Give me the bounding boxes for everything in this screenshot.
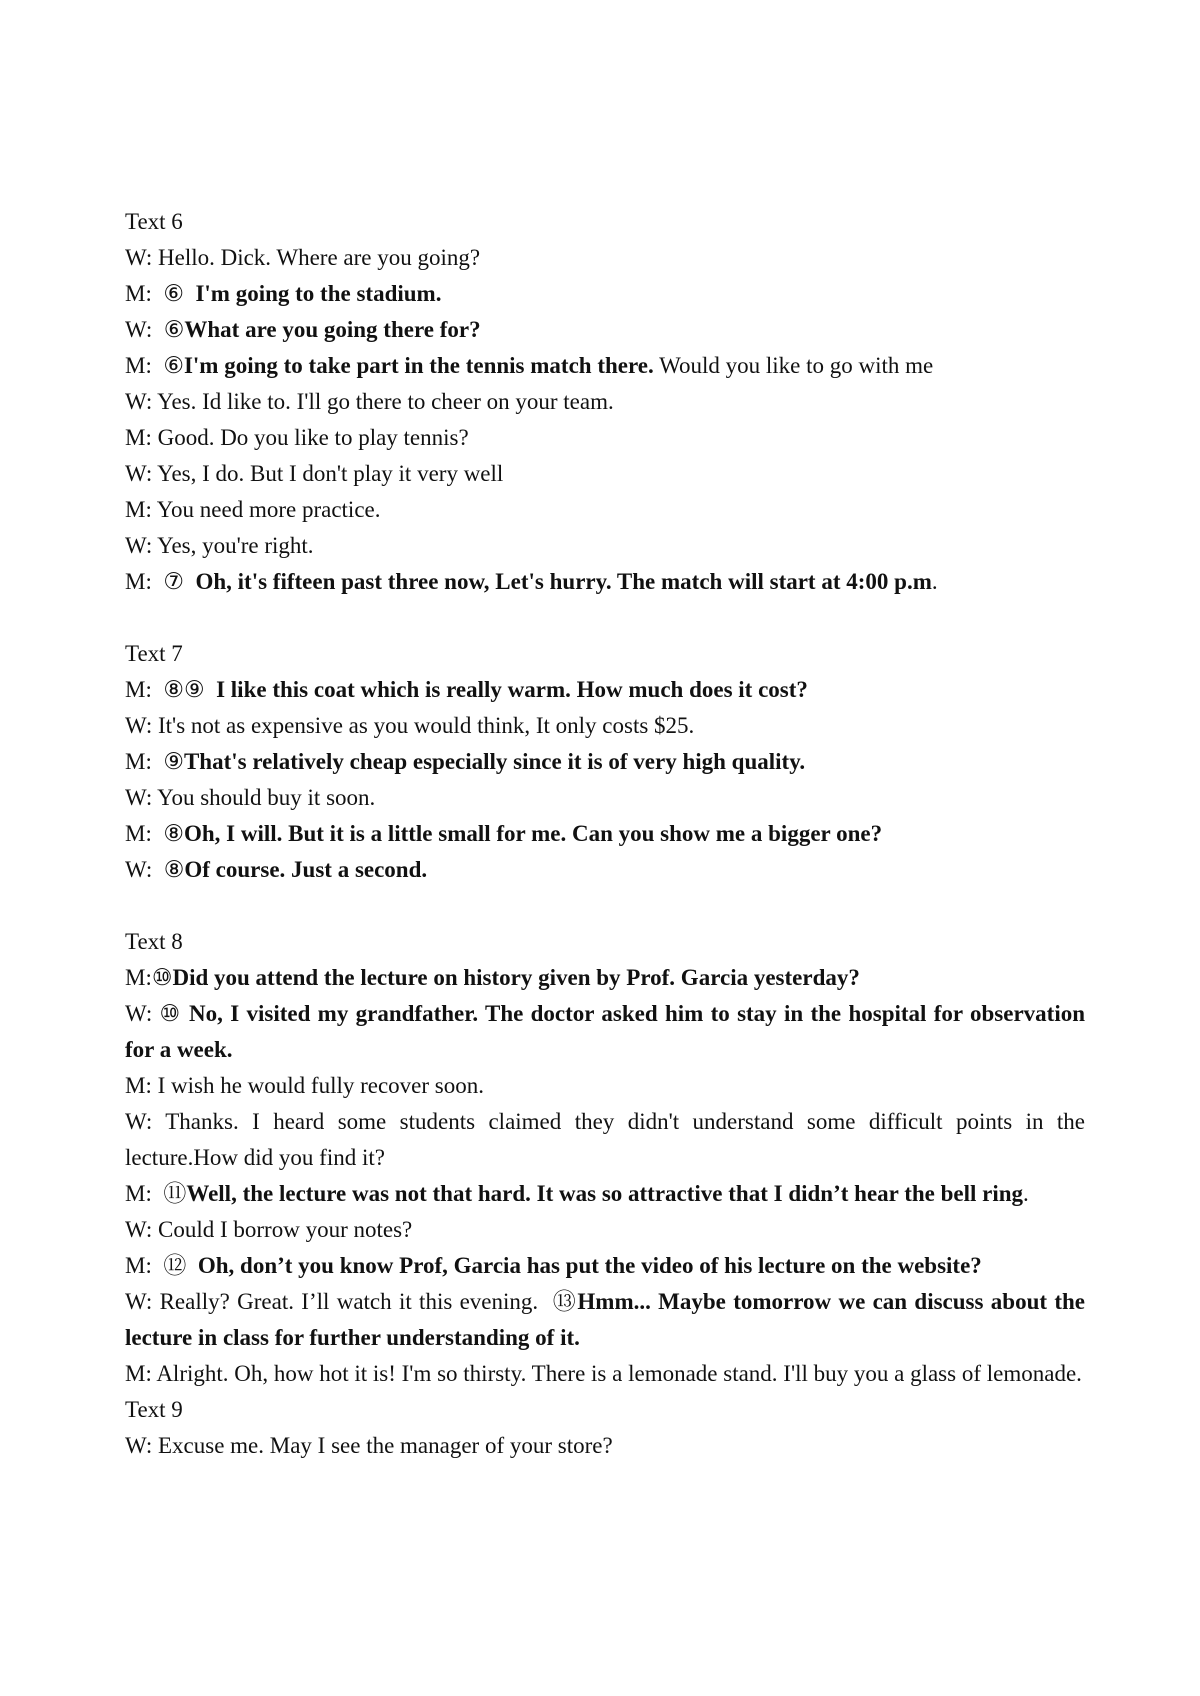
paragraph-gap bbox=[125, 888, 1085, 924]
text-run: Would you like to go with me bbox=[653, 353, 934, 378]
dialogue-line bbox=[125, 996, 1091, 1068]
text-run: W: ⑧ bbox=[125, 857, 185, 882]
text-run: W: Hello. Dick. Where are you going? bbox=[125, 245, 481, 270]
text-run: M: ⑧ bbox=[125, 821, 184, 846]
bold-text-run: I'm going to take part in the tennis match there. bbox=[183, 353, 654, 378]
dialogue-line bbox=[125, 348, 1085, 384]
text-run: M: ⑥ bbox=[125, 353, 184, 378]
bold-text-run: I like this coat which is really warm. How much does it cost? bbox=[216, 677, 808, 702]
dialogue-line bbox=[125, 1104, 1091, 1176]
text-run: M: ⑥ bbox=[125, 281, 196, 306]
text-run: M: ⑦ bbox=[125, 569, 196, 594]
text-run: W: Yes, I do. But I don't play it very well bbox=[125, 461, 504, 486]
dialogue-line bbox=[125, 276, 1085, 312]
text-run: . bbox=[931, 569, 938, 594]
dialogue-line bbox=[125, 1212, 1085, 1248]
text-run: W: Thanks. I heard some students claimed they didn't understand some difficult points in the lecture.How did you find it? bbox=[125, 1109, 1091, 1170]
bold-text-run: Hmm... Maybe tomorrow we can discuss about the lecture in class for further understanding of it. bbox=[125, 1289, 1091, 1350]
text-run: M: Alright. Oh, how hot it is! I'm so thirsty. There is a lemonade stand. I'll buy you a glass of lemonade. bbox=[125, 1361, 1082, 1386]
dialogue-line bbox=[125, 564, 1085, 600]
bold-text-run: Did you attend the lecture on history given by Prof. Garcia yesterday? bbox=[172, 965, 860, 990]
text-run: M: ⑨ bbox=[125, 749, 184, 774]
dialogue-line bbox=[125, 1428, 1085, 1464]
dialogue-line bbox=[125, 420, 1085, 456]
dialogue-line bbox=[125, 960, 1085, 996]
text-run: W: Excuse me. May I see the manager of your store? bbox=[125, 1433, 613, 1458]
dialogue-line bbox=[125, 780, 1085, 816]
text-run: Text 8 bbox=[125, 929, 183, 954]
text-run: W: ⑥ bbox=[125, 317, 185, 342]
text-run: W: Yes. Id like to. I'll go there to cheer on your team. bbox=[125, 389, 614, 414]
dialogue-line bbox=[125, 852, 1085, 888]
dialogue-line bbox=[125, 924, 1085, 960]
text-run: W: ⑩ bbox=[125, 1001, 190, 1026]
text-run: M: ⑫ bbox=[125, 1253, 198, 1278]
dialogue-line bbox=[125, 1248, 1085, 1284]
dialogue-line bbox=[125, 636, 1085, 672]
text-run: Text 7 bbox=[125, 641, 183, 666]
dialogue-line bbox=[125, 744, 1085, 780]
dialogue-line bbox=[125, 204, 1085, 240]
document-body bbox=[125, 204, 1091, 1464]
text-run: M: I wish he would fully recover soon. bbox=[125, 1073, 484, 1098]
dialogue-line bbox=[125, 672, 1085, 708]
bold-text-run: I'm going to the stadium. bbox=[195, 281, 442, 306]
bold-text-run: What are you going there for? bbox=[184, 317, 481, 342]
dialogue-line bbox=[125, 492, 1085, 528]
dialogue-line bbox=[125, 312, 1085, 348]
dialogue-line bbox=[125, 456, 1085, 492]
text-run: W: Yes, you're right. bbox=[125, 533, 314, 558]
dialogue-line bbox=[125, 708, 1085, 744]
text-run: W: It's not as expensive as you would think, It only costs $25. bbox=[125, 713, 695, 738]
text-run: W: Could I borrow your notes? bbox=[125, 1217, 413, 1242]
dialogue-line bbox=[125, 816, 1085, 852]
bold-text-run: Oh, don’t you know Prof, Garcia has put the video of his lecture on the website? bbox=[197, 1253, 982, 1278]
text-run: Text 6 bbox=[125, 209, 183, 234]
text-run: M: Good. Do you like to play tennis? bbox=[125, 425, 469, 450]
bold-text-run: Well, the lecture was not that hard. It was so attractive that I didn’t hear the bell ring bbox=[186, 1181, 1024, 1206]
text-run: M: ⑧⑨ bbox=[125, 677, 217, 702]
paragraph-gap bbox=[125, 600, 1085, 636]
bold-text-run: Oh, I will. But it is a little small for me. Can you show me a bigger one? bbox=[183, 821, 883, 846]
dialogue-line bbox=[125, 1284, 1091, 1356]
dialogue-line bbox=[125, 1176, 1085, 1212]
text-run: M: ⑪ bbox=[125, 1181, 187, 1206]
dialogue-line bbox=[125, 1068, 1085, 1104]
bold-text-run: No, I visited my grandfather. The doctor asked him to stay in the hospital for observation for a week. bbox=[125, 1001, 1091, 1062]
text-run: W: Really? Great. I’ll watch it this evening. ⑬ bbox=[125, 1289, 578, 1314]
dialogue-line bbox=[125, 1356, 1085, 1392]
text-run: M:⑩ bbox=[125, 965, 173, 990]
text-run: M: You need more practice. bbox=[125, 497, 381, 522]
dialogue-line bbox=[125, 384, 1085, 420]
text-run: W: You should buy it soon. bbox=[125, 785, 376, 810]
dialogue-line bbox=[125, 1392, 1085, 1428]
text-run: . bbox=[1023, 1181, 1029, 1206]
text-run: Text 9 bbox=[125, 1397, 183, 1422]
dialogue-line bbox=[125, 240, 1085, 276]
bold-text-run: Of course. Just a second. bbox=[184, 857, 428, 882]
bold-text-run: Oh, it's fifteen past three now, Let's hurry. The match will start at 4:00 p.m bbox=[195, 569, 932, 594]
bold-text-run: That's relatively cheap especially since it is of very high quality. bbox=[183, 749, 806, 774]
dialogue-line bbox=[125, 528, 1085, 564]
